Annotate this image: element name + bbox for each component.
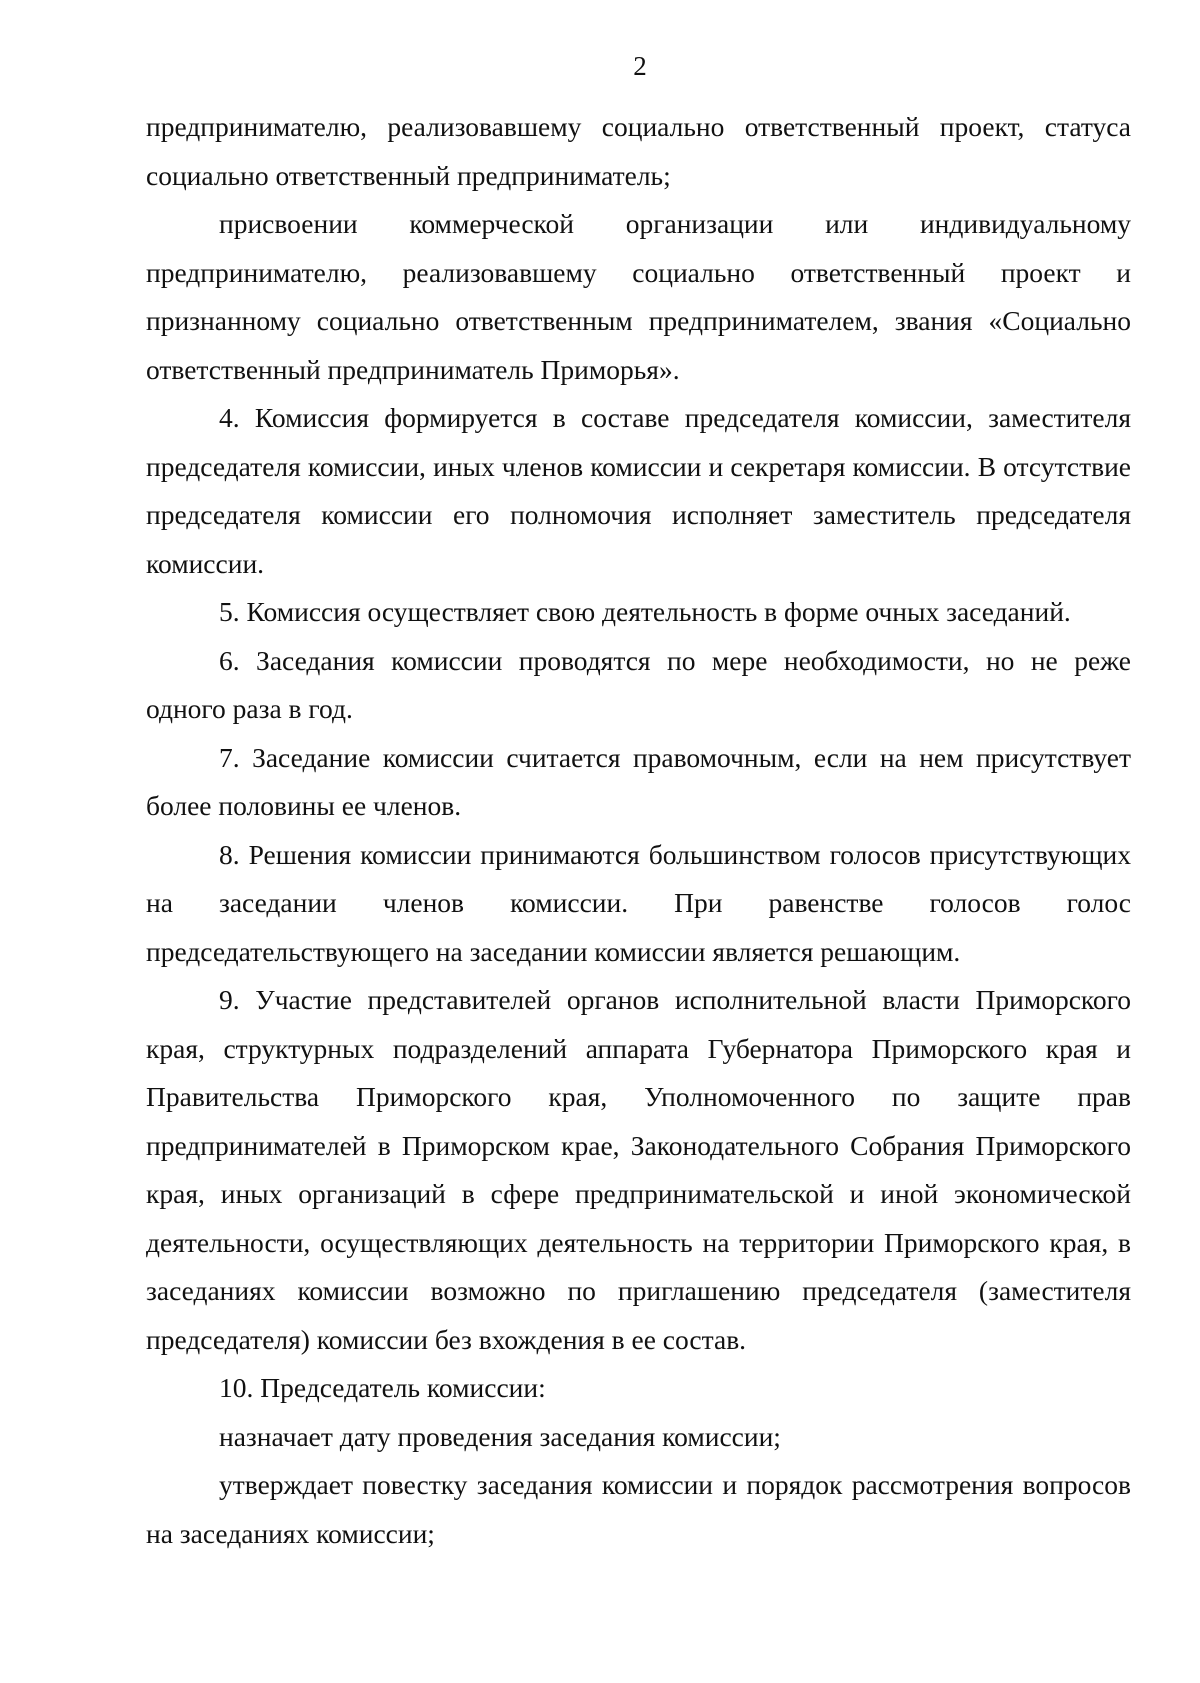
paragraph-title-award: присвоении коммерческой организации или индивидуальному предпринимателю, реализовавшему социально ответственный проект и признанному социально ответственным предпринимателем, звания «Социально ответственный предприниматель Приморья». (146, 208, 1131, 385)
paragraph-chair-duty-agenda: утверждает повестку заседания комиссии и порядок рассмотрения вопросов на заседаниях комиссии; (146, 1469, 1131, 1549)
paragraph-item-4: 4. Комиссия формируется в составе председателя комиссии, заместителя председателя комиссии, иных членов комиссии и секретаря комиссии. В отсутствие председателя комиссии его полномочия исполняет заместитель председателя комиссии. (146, 402, 1131, 579)
paragraph-item-8: 8. Решения комиссии принимаются большинством голосов присутствующих на заседании членов комиссии. При равенстве голосов голос председательствующего на заседании комиссии является решающим. (146, 838, 1131, 967)
paragraph-item-7: 7. Заседание комиссии считается правомочным, если на нем присутствует более половины ее членов. (146, 741, 1131, 821)
paragraph-item-10: 10. Председатель комиссии: (219, 1372, 546, 1403)
document-body (146, 103, 1131, 1558)
paragraph-item-6: 6. Заседания комиссии проводятся по мере необходимости, но не реже одного раза в год. (146, 644, 1131, 724)
paragraph-item-5: 5. Комиссия осуществляет свою деятельность в форме очных заседаний. (219, 596, 1071, 627)
paragraph-item-9: 9. Участие представителей органов исполнительной власти Приморского края, структурных подразделений аппарата Губернатора Приморского края и Правительства Приморского края, Уполномоченного по защите прав предпринимателей в Приморском крае, Законодательного Собрания Приморского края, иных организаций в сфере предпринимательской и иной экономической деятельности, осуществляющих деятельность на территории Приморского края, в заседаниях комиссии возможно по приглашению председателя (заместителя председателя) комиссии без вхождения в ее состав. (146, 984, 1131, 1355)
page-number: 2 (633, 51, 647, 81)
paragraph-continuation: предпринимателю, реализовавшему социально ответственный проект, статуса социально ответственный предприниматель; (146, 111, 1131, 191)
paragraph-chair-duty-date: назначает дату проведения заседания комиссии; (219, 1420, 781, 1452)
